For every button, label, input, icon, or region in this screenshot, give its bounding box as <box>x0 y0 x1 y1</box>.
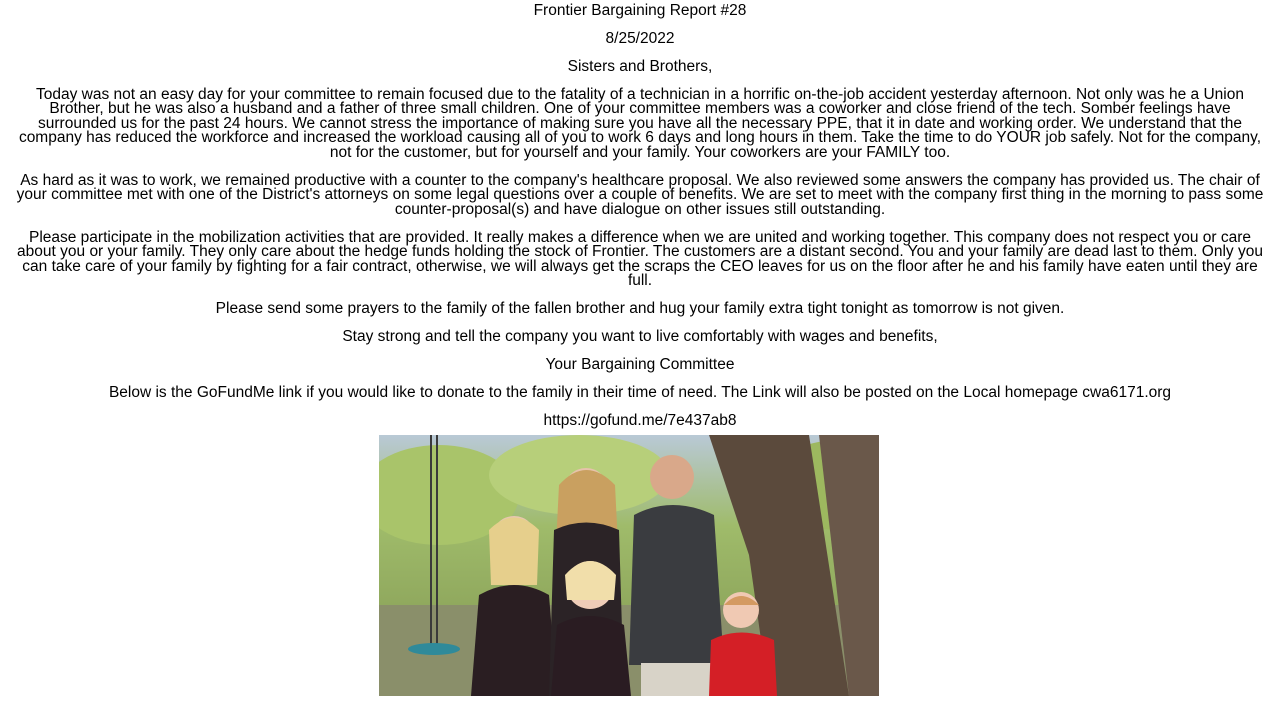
paragraph-fatality: Today was not an easy day for your committee to remain focused due to the fatality of a technician in a horrific on-the-job accident yesterday afternoon. Not only was he a Union Brother, but he was also a husband and a father of three small children. One of your committee members was a coworker and close friend of the tech. Somber feelings have surrounded us for the past 24 hours. We cannot stress the importance of making sure you have all the necessary PPE, that it in date and working order. We understand that the company has reduced the workforce and increased the workload causing all of you to work 6 days and long hours in them. Take the time to do YOUR job safely. Not for the company, not for the customer, but for yourself and your family. Your coworkers are your FAMILY too. <box>18 86 1262 161</box>
family-photo <box>379 435 879 696</box>
signature: Your Bargaining Committee <box>545 356 735 373</box>
greeting: Sisters and Brothers, <box>567 58 713 75</box>
stay-strong-text: Stay strong and tell the company you want to live comfortably with wages and benefits, <box>342 328 938 345</box>
paragraph-healthcare: As hard as it was to work, we remained productive with a counter to the company's healthcare proposal. We also reviewed some answers the company has provided us. The chair of your committee met with one of the District's attorneys on some legal questions over a couple of benefits. We are set to meet with the company first thing in the morning to pass some counter-proposal(s) and have dialogue on other issues still outstanding. <box>16 172 1264 218</box>
report-date: 8/25/2022 <box>605 30 675 47</box>
prayers-text: Please send some prayers to the family of the fallen brother and hug your family extra tight tonight as tomorrow is not given. <box>215 300 1065 317</box>
gofundme-link[interactable]: https://gofund.me/7e437ab8 <box>543 412 737 429</box>
report-title: Frontier Bargaining Report #28 <box>533 2 747 19</box>
gofundme-note: Below is the GoFundMe link if you would like to donate to the family in their time of need. The Link will also be posted on the Local homepage cwa6171.org <box>108 384 1172 401</box>
paragraph-mobilization: Please participate in the mobilization activities that are provided. It really makes a difference when we are united and working together. This company does not respect you or care about you or your family. They only care about the hedge funds holding the stock of Frontier. The customers are a distant second. You and your family are dead last to them. Only you can take care of your family by fighting for a fair contract, otherwise, we will always get the scraps the CEO leaves for us on the floor after he and his family have eaten until they are full. <box>17 229 1263 290</box>
